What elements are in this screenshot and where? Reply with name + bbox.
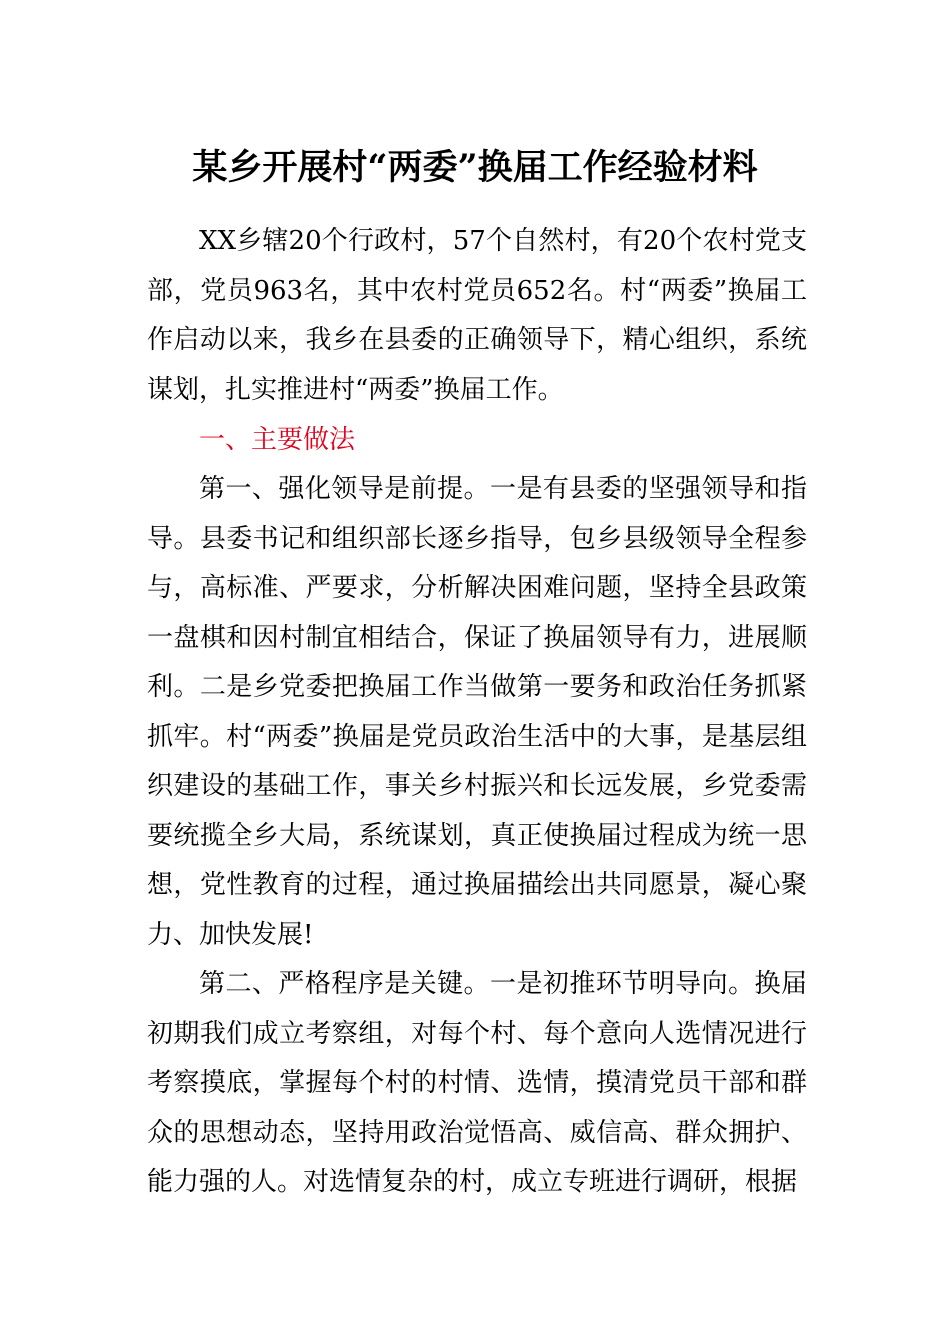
intro-paragraph: XX乡辖20个行政村，57个自然村，有20个农村党支部，党员963名，其中农村党员652名。村“两委”换届工作启动以来，我乡在县委的正确领导下，精心组织，系统谋划，扎实推进村“两委”换届工作。 [147,226,807,405]
document-title: 某乡开展村“两委”换届工作经验材料 [192,147,758,188]
body-paragraph-2: 第二、严格程序是关键。一是初推环节明导向。换届初期我们成立考察组，对每个村、每个意向人选情况进行考察摸底，掌握每个村的村情、选情，摸清党员干部和群众的思想动态，坚持用政治觉悟高、威信高、群众拥护、能力强的人。对选情复杂的村，成立专班进行调研，根据 [147,969,807,1197]
section-heading: 一、主要做法 [199,425,356,455]
body-paragraph-1: 第一、强化领导是前提。一是有县委的坚强领导和指导。县委书记和组织部长逐乡指导，包乡县级领导全程参与，高标准、严要求，分析解决困难问题，坚持全县政策一盘棋和因村制宜相结合，保证了换届领导有力，进展顺利。二是乡党委把换届工作当做第一要务和政治任务抓紧抓牢。村“两委”换届是党员政治生活中的大事，是基层组织建设的基础工作，事关乡村振兴和长远发展，乡党委需要统揽全乡大局，系统谋划，真正使换届过程成为统一思想，党性教育的过程，通过换届描绘出共同愿景，凝心聚力、加快发展! [147,474,807,950]
